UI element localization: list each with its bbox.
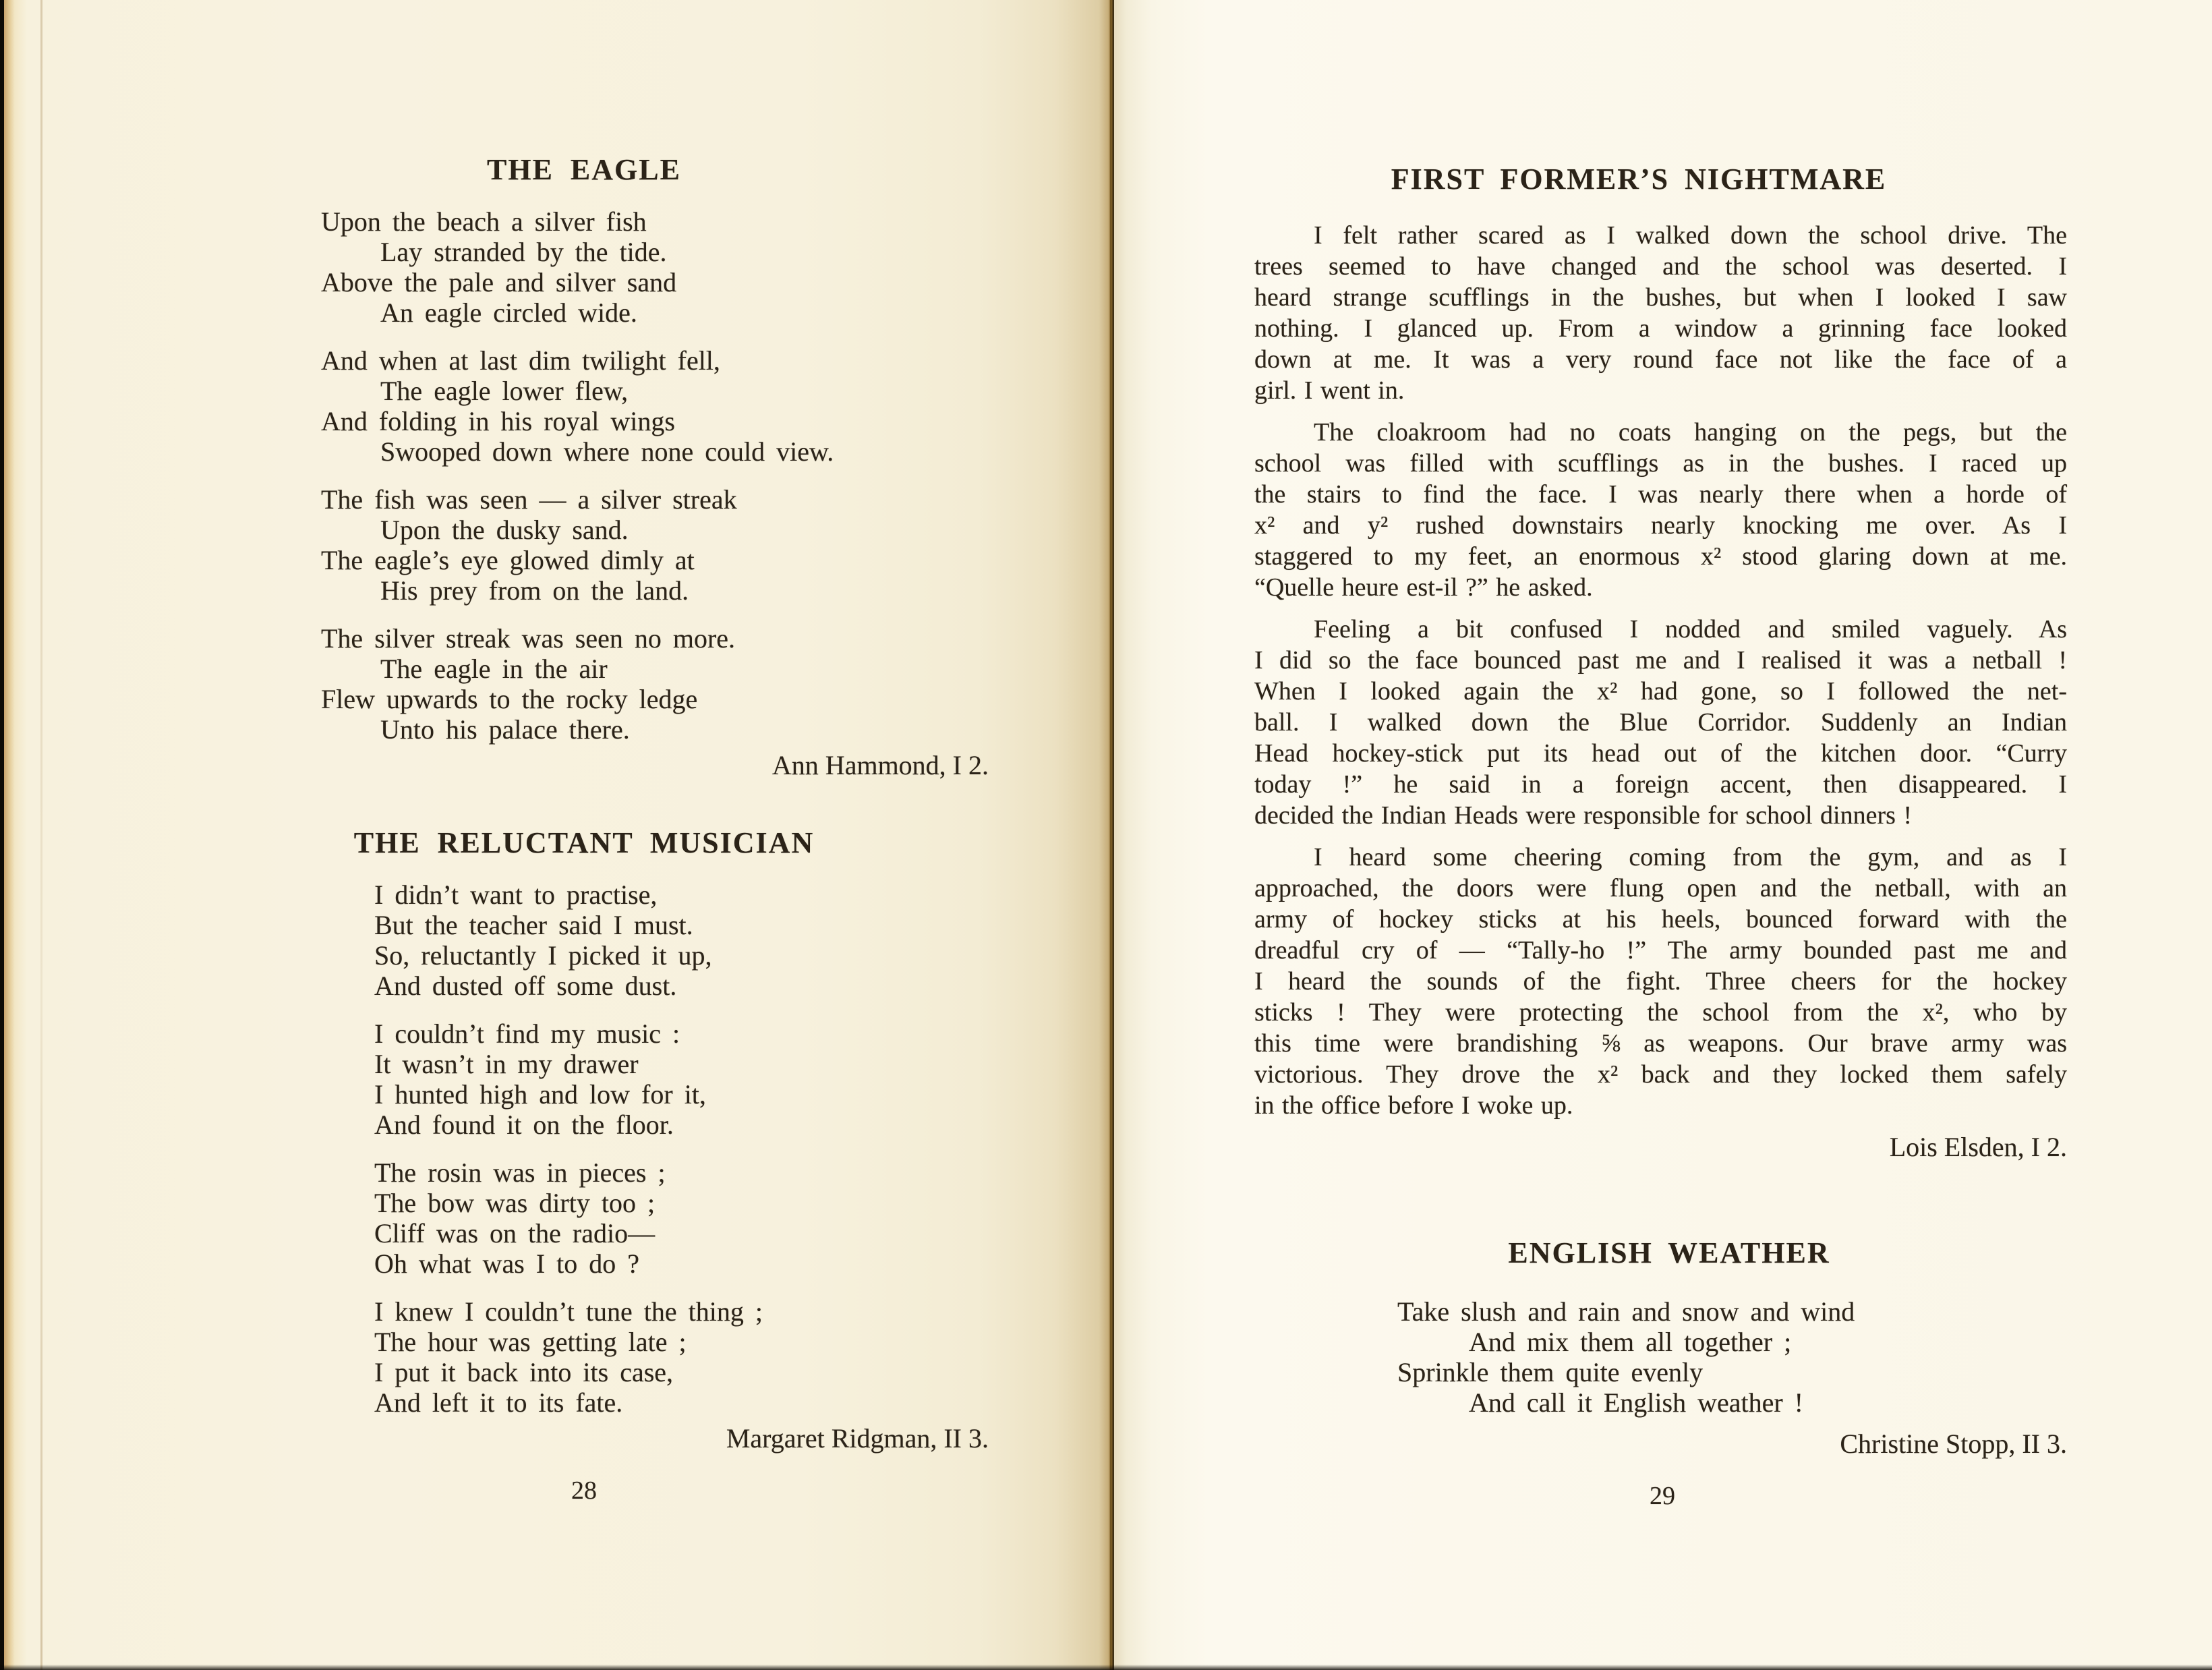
poem-line: Upon the dusky sand. <box>380 515 629 545</box>
story-line: ball. I walked down the Blue Corridor. Suddenly an Indian <box>1254 708 2067 737</box>
story-paragraph <box>1254 614 2067 831</box>
poem-line: I didn’t want to practise, <box>374 880 658 910</box>
poem-line: The eagle’s eye glowed dimly at <box>321 545 695 575</box>
story-line: dreadful cry of — “Tally-ho !” The army bounded past me and <box>1254 936 2067 964</box>
poem-line: Swooped down where none could view. <box>380 436 834 467</box>
story-line: in the office before I woke up. <box>1254 1091 1573 1120</box>
story-line: school was filled with scufflings as in the bushes. I raced up <box>1254 449 2067 478</box>
poem-stanza <box>321 880 989 1001</box>
story-paragraph <box>1254 842 2067 1121</box>
poem-line: Flew upwards to the rocky ledge <box>321 684 698 714</box>
poem-line: I hunted high and low for it, <box>374 1079 706 1110</box>
poem-line: And folding in his royal wings <box>321 406 675 436</box>
story-line: nothing. I glanced up. From a window a grinning face looked <box>1254 314 2067 343</box>
poem-title-the-eagle: THE EAGLE <box>487 153 681 186</box>
poem-line: It wasn’t in my drawer <box>374 1049 639 1079</box>
story-line: Head hockey-stick put its head out of the kitchen door. “Curry <box>1254 739 2067 768</box>
story-line: trees seemed to have changed and the school was deserted. I <box>1254 252 2067 281</box>
story-title-first-formers-nightmare: FIRST FORMER’S NIGHTMARE <box>1391 163 1887 196</box>
story-line: I felt rather scared as I walked down the school drive. The <box>1314 221 2067 250</box>
story-line: Feeling a bit confused I nodded and smiled vaguely. As <box>1314 615 2067 643</box>
left-page-content <box>321 152 989 1454</box>
poem-line: And dusted off some dust. <box>374 971 677 1001</box>
poem-line: Cliff was on the radio— <box>374 1218 656 1248</box>
poem-line: So, reluctantly I picked it up, <box>374 940 712 971</box>
poem-title-reluctant-musician: THE RELUCTANT MUSICIAN <box>353 826 815 859</box>
story-line: I heard the sounds of the fight. Three cheers for the hockey <box>1254 967 2067 996</box>
page-number: 28 <box>571 1476 597 1505</box>
poem-line: The silver streak was seen no more. <box>321 623 736 654</box>
poem-line: Lay stranded by the tide. <box>380 237 667 267</box>
story-line: The cloakroom had no coats hanging on the pegs, but the <box>1314 418 2067 447</box>
poem-line: I put it back into its case, <box>374 1357 674 1387</box>
poem-line: His prey from on the land. <box>380 575 689 606</box>
poem-stanza <box>321 206 989 328</box>
poem-line: The eagle in the air <box>380 654 608 684</box>
story-line: down at me. It was a very round face not like the face of a <box>1254 345 2067 374</box>
poem-line: Upon the beach a silver fish <box>321 206 647 237</box>
poem-stanza <box>321 1018 989 1140</box>
story-line: decided the Indian Heads were responsible for school dinners ! <box>1254 801 1913 830</box>
story-line: I did so the face bounced past me and I realised it was a netball ! <box>1254 646 2067 674</box>
poem-stanza <box>321 1157 989 1279</box>
story-line: sticks ! They were protecting the school from the x², who by <box>1254 998 2067 1027</box>
poem-line: I couldn’t find my music : <box>374 1018 680 1049</box>
story-line: this time were brandishing ⅝ as weapons. Our brave army was <box>1254 1029 2067 1058</box>
poem-title-english-weather: ENGLISH WEATHER <box>1508 1236 1830 1269</box>
author-attribution: Christine Stopp, II 3. <box>1840 1429 2067 1459</box>
story-line: approached, the doors were flung open and the netball, with an <box>1254 874 2067 902</box>
poem-english-weather <box>1254 1236 2067 1460</box>
story-line: heard strange scufflings in the bushes, but when I looked I saw <box>1254 283 2067 312</box>
story-line: staggered to my feet, an enormous x² stood glaring down at me. <box>1254 542 2067 571</box>
story-line: x² and y² rushed downstairs nearly knocking me over. As I <box>1254 511 2067 540</box>
poem-stanza <box>321 1296 989 1418</box>
left-page-edge-crease <box>40 0 42 1670</box>
story-line: I heard some cheering coming from the gym, and as I <box>1314 843 2067 871</box>
poem-line: The rosin was in pieces ; <box>374 1157 666 1188</box>
poem-line: Unto his palace there. <box>380 714 630 745</box>
story-line: today !” he said in a foreign accent, then disappeared. I <box>1254 770 2067 799</box>
poem-line: The eagle lower flew, <box>380 376 629 406</box>
poem-line: And when at last dim twilight fell, <box>321 345 720 376</box>
author-attribution: Ann Hammond, I 2. <box>772 750 989 780</box>
poem-line: Above the pale and silver sand <box>321 267 677 297</box>
story-line: victorious. They drove the x² back and they locked them safely <box>1254 1060 2067 1089</box>
poem-line: An eagle circled wide. <box>380 297 637 328</box>
poem-stanza <box>321 345 989 467</box>
right-page-content <box>1254 162 2067 1460</box>
story-paragraph <box>1254 417 2067 603</box>
story-line: the stairs to find the face. I was nearly there when a horde of <box>1254 480 2067 509</box>
story-line: “Quelle heure est-il ?” he asked. <box>1254 573 1593 602</box>
poem-line: I knew I couldn’t tune the thing ; <box>374 1296 763 1327</box>
poem-line: Sprinkle them quite evenly <box>1397 1357 1704 1387</box>
poem-stanza <box>321 623 989 745</box>
book-gutter <box>1109 0 1114 1670</box>
poem-line: Take slush and rain and snow and wind <box>1397 1296 1855 1327</box>
poem-line: And found it on the floor. <box>374 1110 674 1140</box>
poem-line: The bow was dirty too ; <box>374 1188 656 1218</box>
page-number: 29 <box>1650 1482 1675 1510</box>
story-line: When I looked again the x² had gone, so I followed the net- <box>1254 677 2067 706</box>
poem-line: The fish was seen — a silver streak <box>321 484 737 515</box>
poem-stanza <box>321 484 989 606</box>
author-attribution: Lois Elsden, I 2. <box>1889 1132 2067 1162</box>
story-line: girl. I went in. <box>1254 376 1405 405</box>
story-line: army of hockey sticks at his heels, bounced forward with the <box>1254 905 2067 933</box>
poem-line: And mix them all together ; <box>1469 1327 1792 1357</box>
poem-line: But the teacher said I must. <box>374 910 693 940</box>
poem-line: Oh what was I to do ? <box>374 1248 640 1279</box>
poem-line: And left it to its fate. <box>374 1387 623 1418</box>
book-bottom-edge <box>0 1665 2212 1670</box>
story-paragraph <box>1254 220 2067 406</box>
poem-line: The hour was getting late ; <box>374 1327 687 1357</box>
poem-line: And call it English weather ! <box>1469 1387 1803 1418</box>
author-attribution: Margaret Ridgman, II 3. <box>726 1423 989 1453</box>
